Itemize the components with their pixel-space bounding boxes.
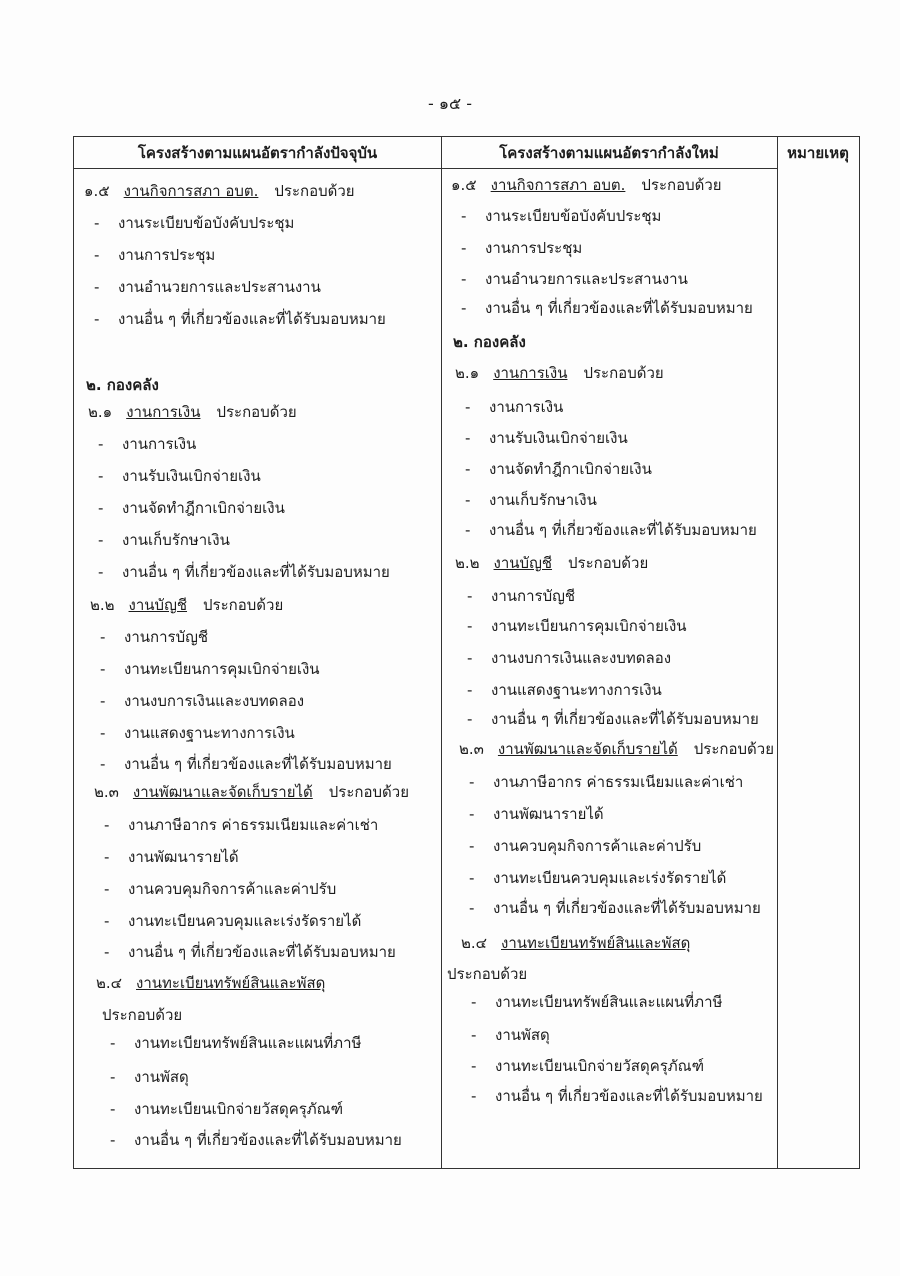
list-item: - งานทะเบียนการคุมเบิกจ่ายเงิน [467, 617, 687, 635]
proposed-section-2-3-heading: ๒.๓ งานพัฒนาและจัดเก็บรายได้ ประกอบด้วย [459, 740, 774, 758]
current-section-2-4-heading: ๒.๔ งานทะเบียนทรัพย์สินและพัสดุ [96, 974, 326, 992]
list-item: - งานแสดงฐานะทางการเงิน [100, 724, 295, 742]
list-item: - งานการประชุม [461, 239, 583, 257]
list-item: - งานการบัญชี [467, 587, 576, 605]
current-section-2-1-heading: ๒.๑ งานการเงิน ประกอบด้วย [88, 403, 297, 421]
page-number: - ๑๕ - [428, 94, 472, 113]
proposed-section-2-2-heading: ๒.๒ งานบัญชี ประกอบด้วย [455, 554, 649, 572]
list-item: - งานอื่น ๆ ที่เกี่ยวข้องและที่ได้รับมอบหมาย [469, 899, 761, 917]
list-item: - งานแสดงฐานะทางการเงิน [467, 681, 662, 699]
list-item: - งานอื่น ๆ ที่เกี่ยวข้องและที่ได้รับมอบหมาย [104, 943, 396, 961]
proposed-structure-header: โครงสร้างตามแผนอัตรากำลังใหม่ [441, 137, 777, 169]
proposed-section-2-1-heading: ๒.๑ งานการเงิน ประกอบด้วย [455, 364, 664, 382]
current-section-2-2-heading: ๒.๒ งานบัญชี ประกอบด้วย [90, 596, 284, 614]
list-item: - งานรับเงินเบิกจ่ายเงิน [465, 429, 628, 447]
proposed-section-1-5-heading: ๑.๕ งานกิจการสภา อบต. ประกอบด้วย [451, 176, 722, 194]
list-item: - งานการเงิน [465, 398, 564, 416]
list-item: - งานควบคุมกิจการค้าและค่าปรับ [104, 880, 337, 898]
list-item: - งานจัดทำฎีกาเบิกจ่ายเงิน [465, 460, 652, 478]
current-section-2-4-consists: ประกอบด้วย [102, 1006, 183, 1024]
list-item: - งานทะเบียนควบคุมและเร่งรัดรายได้ [104, 912, 362, 930]
list-item: - งานทะเบียนทรัพย์สินและแผนที่ภาษี [471, 993, 723, 1011]
proposed-section-2-4-consists: ประกอบด้วย [447, 965, 528, 983]
list-item: - งานอำนวยการและประสานงาน [94, 278, 321, 296]
list-item: - งานงบการเงินและงบทดลอง [100, 692, 305, 710]
list-item: - งานทะเบียนทรัพย์สินและแผนที่ภาษี [110, 1034, 362, 1052]
list-item: - งานอื่น ๆ ที่เกี่ยวข้องและที่ได้รับมอบหมาย [110, 1131, 402, 1149]
list-item: - งานพัสดุ [471, 1026, 550, 1044]
list-item: - งานระเบียบข้อบังคับประชุม [461, 207, 662, 225]
list-item: - งานอื่น ๆ ที่เกี่ยวข้องและที่ได้รับมอบหมาย [94, 310, 386, 328]
list-item: - งานทะเบียนการคุมเบิกจ่ายเงิน [100, 660, 320, 678]
list-item: - งานจัดทำฎีกาเบิกจ่ายเงิน [98, 499, 285, 517]
current-structure-header: โครงสร้างตามแผนอัตรากำลังปัจจุบัน [74, 137, 441, 169]
list-item: - งานภาษีอากร ค่าธรรมเนียมและค่าเช่า [469, 773, 744, 791]
list-item: - งานอื่น ๆ ที่เกี่ยวข้องและที่ได้รับมอบหมาย [467, 710, 759, 728]
list-item: - งานอื่น ๆ ที่เกี่ยวข้องและที่ได้รับมอบหมาย [471, 1087, 763, 1105]
list-item: - งานพัฒนารายได้ [469, 805, 604, 823]
list-item: - งานระเบียบข้อบังคับประชุม [94, 214, 295, 232]
list-item: - งานอื่น ๆ ที่เกี่ยวข้องและที่ได้รับมอบหมาย [98, 563, 390, 581]
current-section-2-3-heading: ๒.๓ งานพัฒนาและจัดเก็บรายได้ ประกอบด้วย [94, 783, 409, 801]
list-item: - งานพัสดุ [110, 1068, 189, 1086]
list-item: - งานควบคุมกิจการค้าและค่าปรับ [469, 837, 702, 855]
list-item: - งานเก็บรักษาเงิน [465, 491, 597, 509]
list-item: - งานเก็บรักษาเงิน [98, 531, 230, 549]
list-item: - งานอำนวยการและประสานงาน [461, 270, 688, 288]
current-section-1-5-heading: ๑.๕ งานกิจการสภา อบต. ประกอบด้วย [84, 182, 355, 200]
proposed-section-2-4-heading: ๒.๔ งานทะเบียนทรัพย์สินและพัสดุ [461, 934, 691, 952]
list-item: - งานรับเงินเบิกจ่ายเงิน [98, 467, 261, 485]
list-item: - งานพัฒนารายได้ [104, 848, 239, 866]
list-item: - งานทะเบียนควบคุมและเร่งรัดรายได้ [469, 869, 727, 887]
list-item: - งานภาษีอากร ค่าธรรมเนียมและค่าเช่า [104, 816, 379, 834]
remarks-column [777, 137, 859, 1168]
list-item: - งานการเงิน [98, 435, 197, 453]
proposed-structure-column [441, 137, 778, 1168]
structure-comparison-table [73, 136, 860, 1169]
list-item: - งานอื่น ๆ ที่เกี่ยวข้องและที่ได้รับมอบหมาย [465, 521, 757, 539]
current-division-2-heading: ๒. กองคลัง [86, 376, 159, 394]
list-item: - งานงบการเงินและงบทดลอง [467, 649, 672, 667]
list-item: - งานทะเบียนเบิกจ่ายวัสดุครุภัณฑ์ [471, 1057, 705, 1075]
list-item: - งานอื่น ๆ ที่เกี่ยวข้องและที่ได้รับมอบหมาย [461, 299, 753, 317]
current-structure-column [74, 137, 442, 1168]
remarks-header: หมายเหตุ [787, 144, 849, 162]
list-item: - งานอื่น ๆ ที่เกี่ยวข้องและที่ได้รับมอบหมาย [100, 755, 392, 773]
list-item: - งานการประชุม [94, 246, 216, 264]
proposed-division-2-heading: ๒. กองคลัง [453, 333, 526, 351]
list-item: - งานการบัญชี [100, 628, 209, 646]
list-item: - งานทะเบียนเบิกจ่ายวัสดุครุภัณฑ์ [110, 1100, 344, 1118]
